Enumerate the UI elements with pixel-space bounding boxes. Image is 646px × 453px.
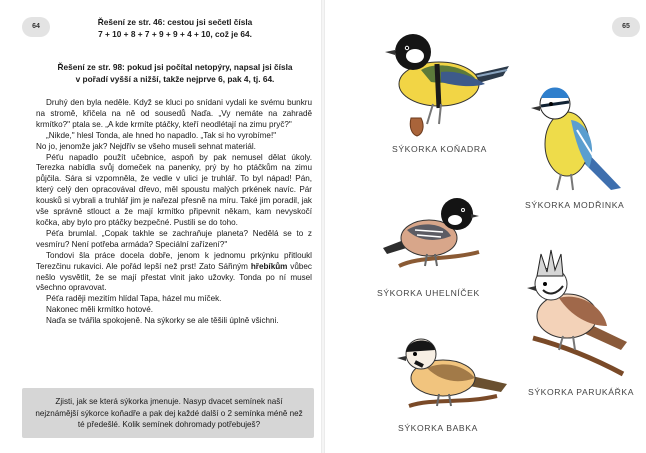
- blue-tit-illustration: [527, 78, 631, 196]
- story-paragraph: [36, 251, 312, 295]
- story-paragraph: Péťa raději mezitím hlídal Tapa, házel mu míček.: [46, 294, 222, 304]
- bird-caption: SÝKORKA MODŘINKA: [525, 200, 625, 210]
- story-paragraph: Nakonec měli krmítko hotové.: [46, 305, 154, 315]
- great-tit-illustration: [381, 26, 513, 138]
- story-paragraph: Péťu napadlo použít učebnice, aspoň by pak nemusel dělat úkoly. Terezka nabídla svůj domeček na panenky, prý by ho ptáčkům na zimu půjčila. Sára si vzpomněla, že vedle v ulici je truhlář. To byl nápad! Pán, který celý den opracovával dřevo, měl spoustu malých prkének navíc. Pár kousků si vybrali a truhlář jim je nařezal přesně na míru. Také jim poradil, jak vše správně stlouct a že mají krmítko připevnit někam, kam nevyskočí kočka, aby bylo pro ptáčky bezpečné. Pustili se do toho.: [36, 152, 312, 227]
- bird-caption: SÝKORKA KOŇADRA: [392, 144, 487, 154]
- task-text: Zjisti, jak se která sýkorka jmenuje. Nasyp dvacet semínek naší nejznámější sýkorce koňadře a pak dej každé další o 2 semínka méně než té předešlé. Kolik semínek dohromady potřebuješ?: [35, 397, 303, 429]
- solution-2-line-2: v pořadí vyšší a nižší, takže nejprve 6, pak 4, tj. 64.: [75, 73, 275, 84]
- bold-word: hřebíkům: [250, 261, 288, 271]
- story-paragraph: Péťa brumlal. „Copak takhle se zachraňuje planeta? Nedělá se to z vesmíru? Není potřeba armáda? Speciální zařízení?": [36, 228, 312, 249]
- marsh-tit-illustration: [393, 328, 511, 416]
- task-box: [22, 388, 314, 438]
- solution-2-line-1: Řešení ze str. 98: pokud jsi počítal netopýry, napsal jsi čísla: [57, 62, 293, 72]
- bird-caption: SÝKORKA UHELNÍČEK: [377, 288, 480, 298]
- page-number-left: 64: [22, 17, 50, 37]
- crested-tit-illustration: [523, 246, 633, 378]
- solution-1: [40, 17, 310, 40]
- story-text: [36, 98, 312, 327]
- solution-2: [40, 62, 310, 85]
- story-paragraph: „Nikde," hlesl Tonda, ale hned ho napadlo. „Tak si ho vyrobíme!": [46, 130, 277, 140]
- page-number-right: 65: [612, 17, 640, 37]
- story-paragraph: Naďa se tvářila spokojeně. Na sýkorky se ale těšili úplně všichni.: [46, 316, 279, 326]
- story-text-run: Tondovi šla práce docela dobře, jenom k jednomu prkýnku přitloukl Terezčinu rukavici. Ale pořád lepší než prst! Zato Sářiným: [36, 250, 312, 271]
- right-page: [323, 0, 646, 453]
- solution-1-line-1: Řešení ze str. 46: cestou jsi sečetl čísla: [97, 17, 253, 27]
- story-text-run: vůbec nešlo vysvětlit, že se mají přestat vlnit jako užovky. Tonda po ní musel všechno opravovat.: [36, 261, 312, 293]
- bird-caption: SÝKORKA PARUKÁŘKA: [528, 387, 635, 397]
- solution-1-line-2: 7 + 10 + 8 + 7 + 9 + 9 + 4 + 10, což je 64.: [98, 28, 252, 39]
- bird-caption: SÝKORKA BABKA: [398, 423, 478, 433]
- coal-tit-illustration: [379, 186, 495, 282]
- story-paragraph: No jo, jenomže jak? Nejdřív se všeho museli sehnat materiál.: [36, 141, 256, 151]
- story-paragraph: Druhý den byla neděle. Když se kluci po snídani vydali ke svému bunkru na stromě, křičela na ně od sousedů Naďa. „Vy nemáte na zahradě krmítko?" ptala se. „A kde krmíte ptáčky, kteří neodlétají na zimu pryč?": [36, 98, 312, 129]
